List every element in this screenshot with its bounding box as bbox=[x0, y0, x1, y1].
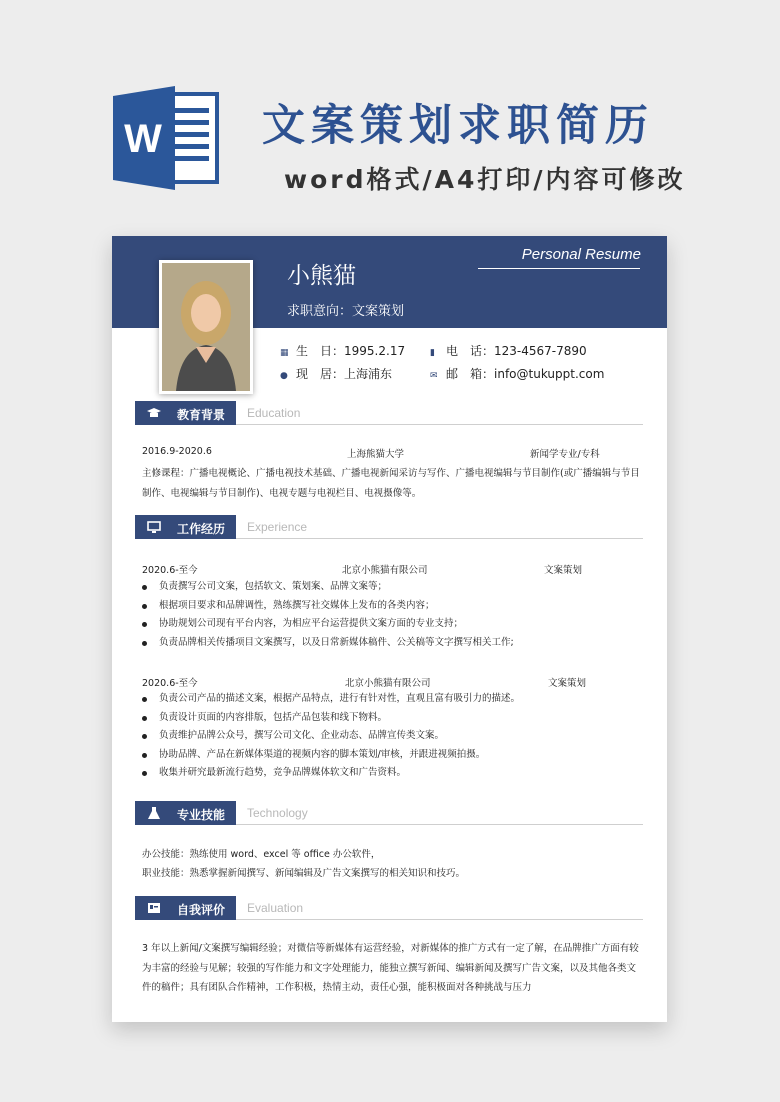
job-1-company: 北京小熊猫有限公司 bbox=[342, 565, 428, 576]
list-item: 根据项目要求和品牌调性，熟练撰写社交媒体上发布的各类内容； bbox=[142, 597, 514, 616]
logo-letter: W bbox=[124, 117, 162, 161]
list-item: 负责品牌相关传播项目文案撰写，以及日常新媒体稿件、公关稿等文字撰写相关工作; bbox=[142, 634, 514, 653]
list-item: 协助规划公司现有平台内容，为相应平台运营提供文案方面的专业支持； bbox=[142, 615, 514, 634]
section-evaluation bbox=[135, 896, 643, 920]
list-item: 收集并研究最新流行趋势，竞争品牌媒体软文和广告资料。 bbox=[142, 764, 520, 783]
intent-label: 求职意向： bbox=[287, 304, 353, 319]
education-title: 教育背景 bbox=[177, 408, 226, 422]
phone-label: 电 话： bbox=[446, 344, 495, 358]
evaluation-title: 自我评价 bbox=[177, 903, 226, 917]
edu-courses-line-2: 制作、电视编辑与节目制作)、电视专题与电视栏目、电视摄像等。 bbox=[142, 488, 422, 499]
education-tab bbox=[135, 401, 236, 425]
address-info bbox=[280, 365, 392, 382]
email-info bbox=[430, 365, 604, 382]
list-item: 负责设计页面的内容排版，包括产品包装和线下物料。 bbox=[142, 709, 520, 728]
section-divider bbox=[236, 424, 643, 425]
education-en: Education bbox=[247, 406, 301, 420]
skills-professional: 职业技能：熟悉掌握新闻撰写、新闻编辑及广告文案撰写的相关知识和技巧。 bbox=[142, 868, 466, 879]
word-logo-icon bbox=[113, 86, 221, 190]
job-2-company: 北京小熊猫有限公司 bbox=[345, 678, 431, 689]
job-1-role: 文案策划 bbox=[544, 565, 583, 576]
section-experience bbox=[135, 515, 643, 539]
list-item: 负责撰写公司文案，包括软文、策划案、品牌文案等； bbox=[142, 578, 514, 597]
list-item: 负责维护品牌公众号，撰写公司文化、企业动态、品牌宣传类文案。 bbox=[142, 727, 520, 746]
edu-courses-line-1: 主修课程：广播电视概论、广播电视技术基础、广播电视新闻采访与写作、广播电视编辑与节目制作(或广播编辑与节目 bbox=[142, 468, 640, 479]
banner-title: 文案策划求职简历 bbox=[262, 101, 654, 151]
intent-value: 文案策划 bbox=[352, 304, 405, 319]
candidate-name: 小熊猫 bbox=[287, 263, 356, 289]
location-pin-icon: ● bbox=[280, 371, 288, 381]
flask-icon bbox=[147, 806, 161, 820]
edu-period: 2016.9-2020.6 bbox=[142, 446, 212, 457]
id-card-icon bbox=[147, 901, 161, 915]
experience-title: 工作经历 bbox=[177, 522, 226, 536]
phone-info bbox=[430, 342, 587, 359]
address-label: 现 居： bbox=[296, 367, 345, 381]
section-skills bbox=[135, 801, 643, 825]
evaluation-line-3: 件的稿件；具有团队合作精神，工作积极，热情主动，责任心强，能积极面对各种挑战与压力 bbox=[142, 982, 532, 993]
birth-label: 生 日： bbox=[296, 344, 345, 358]
job-1-duties bbox=[142, 578, 514, 652]
list-item: 协助品牌、产品在新媒体渠道的视频内容的脚本策划/审核，并跟进视频拍摄。 bbox=[142, 746, 520, 765]
evaluation-en: Evaluation bbox=[247, 901, 304, 915]
monitor-icon bbox=[147, 520, 161, 534]
graduation-cap-icon bbox=[147, 406, 161, 420]
list-item: 负责公司产品的描述文案，根据产品特点，进行有针对性，直观且富有吸引力的描述。 bbox=[142, 690, 520, 709]
evaluation-line-1: 3 年以上新闻/文案撰写编辑经验；对微信等新媒体有运营经验，对新媒体的推广方式有一定了解，在品牌推广方面有较 bbox=[142, 943, 639, 954]
header-tag-underline bbox=[478, 268, 640, 269]
job-2-period: 2020.6-至今 bbox=[142, 678, 198, 689]
skills-office: 办公技能：熟练使用 word、excel 等 office 办公软件， bbox=[142, 849, 381, 860]
job-intent bbox=[287, 300, 404, 319]
birth-info bbox=[280, 342, 405, 359]
edu-school: 上海熊猫大学 bbox=[347, 449, 405, 460]
phone-icon: ▮ bbox=[430, 348, 435, 358]
job-2-role: 文案策划 bbox=[548, 678, 587, 689]
section-divider bbox=[236, 538, 643, 539]
experience-tab bbox=[135, 515, 236, 539]
experience-en: Experience bbox=[247, 520, 308, 534]
section-education bbox=[135, 401, 643, 425]
calendar-icon: ▦ bbox=[280, 348, 289, 358]
banner-subtitle: word格式/A4打印/内容可修改 bbox=[284, 165, 686, 194]
address-value: 上海浦东 bbox=[344, 367, 393, 381]
personal-resume-tag: Personal Resume bbox=[521, 246, 641, 263]
evaluation-line-2: 为丰富的经验与见解；较强的写作能力和文字处理能力，能独立撰写新闻、编辑新闻及撰写广告文案，以及其他各类文 bbox=[142, 963, 637, 974]
skills-en: Technology bbox=[247, 806, 308, 820]
phone-value: 123-4567-7890 bbox=[494, 344, 587, 358]
resume-page bbox=[112, 236, 667, 1022]
edu-major: 新闻学专业/专科 bbox=[530, 449, 600, 460]
job-2-duties bbox=[142, 690, 520, 783]
envelope-icon: ✉ bbox=[430, 371, 438, 381]
email-value: info@tukuppt.com bbox=[494, 367, 605, 381]
section-divider bbox=[236, 919, 643, 920]
skills-title: 专业技能 bbox=[177, 808, 226, 822]
skills-tab bbox=[135, 801, 236, 825]
section-divider bbox=[236, 824, 643, 825]
email-label: 邮 箱： bbox=[446, 367, 495, 381]
job-1-period: 2020.6-至今 bbox=[142, 565, 198, 576]
evaluation-tab bbox=[135, 896, 236, 920]
profile-photo bbox=[159, 260, 253, 394]
birth-value: 1995.2.17 bbox=[344, 344, 406, 358]
